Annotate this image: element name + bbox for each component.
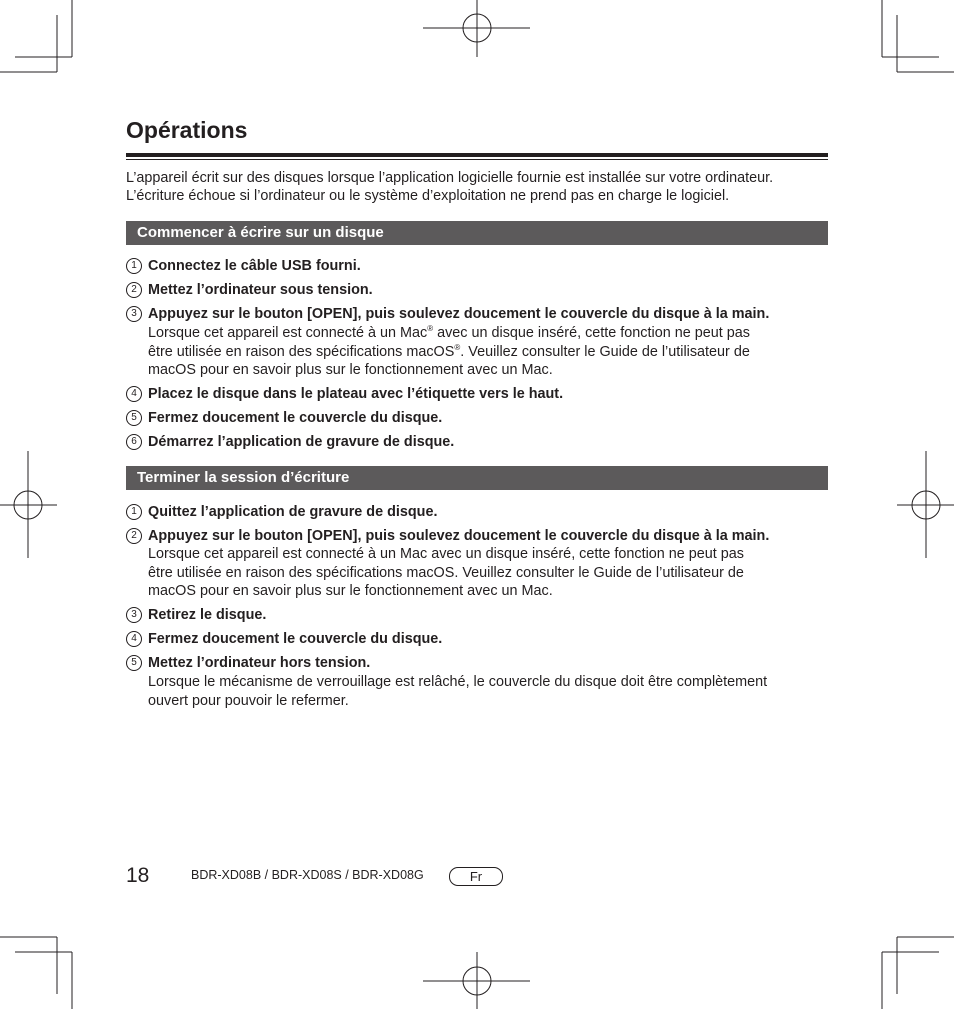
registered-mark: ®	[454, 342, 461, 352]
note-line: macOS pour en savoir plus sur le fonctionnement avec un Mac.	[148, 362, 553, 378]
step-number-badge: 4	[126, 386, 142, 402]
intro-line: L’écriture échoue si l’ordinateur ou le système d’exploitation ne prend pas en charge le logiciel.	[126, 188, 730, 204]
step-text: Connectez le câble USB fourni.	[148, 258, 361, 274]
step-number-badge: 4	[126, 631, 142, 647]
step-text: Quittez l’application de gravure de disque.	[148, 504, 438, 520]
step-number-badge: 3	[126, 607, 142, 623]
note-line: macOS pour en savoir plus sur le fonctionnement avec un Mac.	[148, 583, 553, 599]
step-number-badge: 5	[126, 655, 142, 671]
step-number-badge: 2	[126, 528, 142, 544]
step-text: Mettez l’ordinateur hors tension.	[148, 655, 371, 671]
step-note	[148, 673, 838, 710]
note-line	[148, 324, 838, 343]
title-rule-thin	[126, 159, 828, 160]
step-number-badge: 5	[126, 410, 142, 426]
step-text: Fermez doucement le couvercle du disque.	[148, 631, 443, 647]
note-line: ouvert pour pouvoir le refermer.	[148, 692, 349, 709]
intro-line: L’appareil écrit sur des disques lorsque l’application logicielle fournie est installée sur votre ordinateur.	[126, 170, 774, 186]
step-number-badge: 1	[126, 258, 142, 274]
step-number-badge: 3	[126, 306, 142, 322]
section-heading-start-writing: Commencer à écrire sur un disque	[126, 221, 828, 245]
page-title: Opérations	[126, 117, 248, 143]
step-note	[148, 324, 838, 380]
note-text: être utilisée en raison des spécifications macOS	[148, 343, 455, 360]
step-text: Retirez le disque.	[148, 607, 267, 623]
note-line	[148, 343, 838, 362]
registered-mark: ®	[427, 324, 434, 334]
title-rule-thick	[126, 153, 828, 157]
step-note	[148, 545, 838, 601]
note-text: avec un disque inséré, cette fonction ne peut pas	[433, 325, 750, 341]
intro-paragraph	[126, 169, 836, 205]
note-text: Lorsque cet appareil est connecté à un Mac	[148, 325, 428, 341]
step-text: Appuyez sur le bouton [OPEN], puis soulevez doucement le couvercle du disque à la main.	[148, 528, 770, 544]
note-line: Lorsque cet appareil est connecté à un Mac avec un disque inséré, cette fonction ne peut pas	[148, 546, 744, 562]
step-number-badge: 1	[126, 504, 142, 520]
step-number-badge: 2	[126, 282, 142, 298]
model-numbers: BDR-XD08B / BDR-XD08S / BDR-XD08G	[191, 868, 424, 882]
step-text: Appuyez sur le bouton [OPEN], puis soulevez doucement le couvercle du disque à la main.	[148, 306, 770, 322]
language-badge: Fr	[449, 867, 503, 886]
note-line: être utilisée en raison des spécifications macOS. Veuillez consulter le Guide de l’utilisateur de	[148, 564, 744, 581]
step-text: Démarrez l’application de gravure de disque.	[148, 434, 455, 450]
step-text: Placez le disque dans le plateau avec l’étiquette vers le haut.	[148, 386, 564, 402]
section-heading-end-session: Terminer la session d’écriture	[126, 466, 828, 490]
step-text: Fermez doucement le couvercle du disque.	[148, 410, 443, 426]
step-number-badge: 6	[126, 434, 142, 450]
note-text: . Veuillez consulter le Guide de l’utilisateur de	[460, 343, 750, 360]
page-number: 18	[126, 864, 150, 887]
step-text: Mettez l’ordinateur sous tension.	[148, 282, 373, 298]
note-line: Lorsque le mécanisme de verrouillage est relâché, le couvercle du disque doit être complètement	[148, 674, 768, 690]
